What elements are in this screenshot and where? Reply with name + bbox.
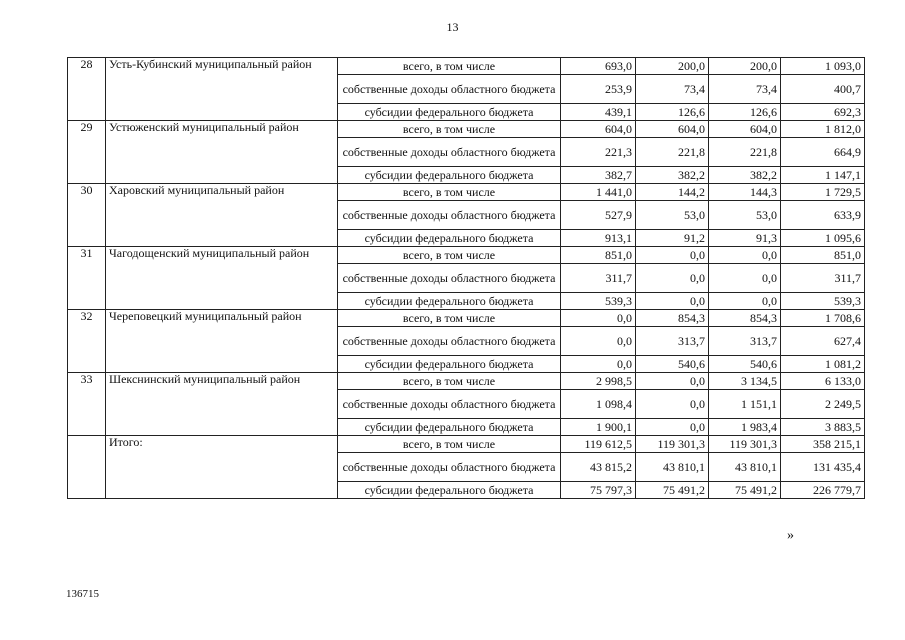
table-row <box>68 184 865 201</box>
value-cell: 253,9 <box>561 75 636 104</box>
value-cell: 144,2 <box>636 184 709 201</box>
value-cell: 539,3 <box>561 293 636 310</box>
value-cell: 53,0 <box>709 201 781 230</box>
funding-type: всего, в том числе <box>338 247 561 264</box>
value-cell: 851,0 <box>561 247 636 264</box>
value-cell: 527,9 <box>561 201 636 230</box>
funding-type: субсидии федерального бюджета <box>338 419 561 436</box>
value-cell: 358 215,1 <box>781 436 865 453</box>
document-code: 136715 <box>66 588 99 600</box>
value-cell: 400,7 <box>781 75 865 104</box>
funding-type: собственные доходы областного бюджета <box>338 453 561 482</box>
value-cell: 604,0 <box>709 121 781 138</box>
value-cell: 2 249,5 <box>781 390 865 419</box>
value-cell: 540,6 <box>636 356 709 373</box>
funding-type: собственные доходы областного бюджета <box>338 264 561 293</box>
value-cell: 131 435,4 <box>781 453 865 482</box>
row-number: 30 <box>68 184 106 247</box>
funding-type: субсидии федерального бюджета <box>338 104 561 121</box>
value-cell: 75 491,2 <box>709 482 781 499</box>
value-cell: 126,6 <box>636 104 709 121</box>
value-cell: 0,0 <box>709 293 781 310</box>
value-cell: 3 134,5 <box>709 373 781 390</box>
funding-type: субсидии федерального бюджета <box>338 293 561 310</box>
value-cell: 1 708,6 <box>781 310 865 327</box>
funding-type: всего, в том числе <box>338 121 561 138</box>
value-cell: 633,9 <box>781 201 865 230</box>
closing-quote: » <box>787 528 794 543</box>
district-name: Усть-Кубинский муниципальный район <box>106 58 338 121</box>
value-cell: 1 729,5 <box>781 184 865 201</box>
funding-type: всего, в том числе <box>338 184 561 201</box>
funding-type: всего, в том числе <box>338 436 561 453</box>
row-number: 33 <box>68 373 106 436</box>
value-cell: 73,4 <box>709 75 781 104</box>
funding-type: собственные доходы областного бюджета <box>338 75 561 104</box>
value-cell: 1 812,0 <box>781 121 865 138</box>
value-cell: 144,3 <box>709 184 781 201</box>
value-cell: 1 093,0 <box>781 58 865 75</box>
table-row <box>68 247 865 264</box>
funding-type: всего, в том числе <box>338 58 561 75</box>
row-number: 32 <box>68 310 106 373</box>
value-cell: 200,0 <box>636 58 709 75</box>
value-cell: 1 441,0 <box>561 184 636 201</box>
table-row <box>68 436 865 453</box>
district-name: Итого: <box>106 436 338 499</box>
value-cell: 0,0 <box>636 373 709 390</box>
value-cell: 1 151,1 <box>709 390 781 419</box>
value-cell: 0,0 <box>636 390 709 419</box>
value-cell: 0,0 <box>561 356 636 373</box>
value-cell: 692,3 <box>781 104 865 121</box>
value-cell: 43 815,2 <box>561 453 636 482</box>
value-cell: 0,0 <box>561 327 636 356</box>
district-name: Шекснинский муниципальный район <box>106 373 338 436</box>
value-cell: 693,0 <box>561 58 636 75</box>
table-body <box>68 58 865 499</box>
value-cell: 627,4 <box>781 327 865 356</box>
value-cell: 221,8 <box>636 138 709 167</box>
value-cell: 311,7 <box>561 264 636 293</box>
district-name: Чагодощенский муниципальный район <box>106 247 338 310</box>
value-cell: 604,0 <box>561 121 636 138</box>
value-cell: 540,6 <box>709 356 781 373</box>
value-cell: 439,1 <box>561 104 636 121</box>
table-row <box>68 121 865 138</box>
value-cell: 851,0 <box>781 247 865 264</box>
value-cell: 221,3 <box>561 138 636 167</box>
district-name: Харовский муниципальный район <box>106 184 338 247</box>
budget-table <box>67 57 865 499</box>
value-cell: 1 147,1 <box>781 167 865 184</box>
value-cell: 311,7 <box>781 264 865 293</box>
value-cell: 73,4 <box>636 75 709 104</box>
value-cell: 0,0 <box>636 419 709 436</box>
value-cell: 854,3 <box>636 310 709 327</box>
value-cell: 1 081,2 <box>781 356 865 373</box>
funding-type: собственные доходы областного бюджета <box>338 327 561 356</box>
value-cell: 0,0 <box>561 310 636 327</box>
district-name: Череповецкий муниципальный район <box>106 310 338 373</box>
value-cell: 3 883,5 <box>781 419 865 436</box>
value-cell: 126,6 <box>709 104 781 121</box>
value-cell: 43 810,1 <box>709 453 781 482</box>
value-cell: 75 797,3 <box>561 482 636 499</box>
funding-type: собственные доходы областного бюджета <box>338 390 561 419</box>
value-cell: 382,2 <box>636 167 709 184</box>
funding-type: собственные доходы областного бюджета <box>338 138 561 167</box>
value-cell: 119 301,3 <box>709 436 781 453</box>
value-cell: 0,0 <box>636 264 709 293</box>
page-number: 13 <box>446 20 459 34</box>
funding-type: субсидии федерального бюджета <box>338 482 561 499</box>
funding-type: всего, в том числе <box>338 310 561 327</box>
value-cell: 91,3 <box>709 230 781 247</box>
value-cell: 53,0 <box>636 201 709 230</box>
value-cell: 226 779,7 <box>781 482 865 499</box>
value-cell: 0,0 <box>636 247 709 264</box>
value-cell: 913,1 <box>561 230 636 247</box>
value-cell: 43 810,1 <box>636 453 709 482</box>
row-number: 29 <box>68 121 106 184</box>
value-cell: 2 998,5 <box>561 373 636 390</box>
funding-type: всего, в том числе <box>338 373 561 390</box>
value-cell: 0,0 <box>709 247 781 264</box>
funding-type: собственные доходы областного бюджета <box>338 201 561 230</box>
value-cell: 1 983,4 <box>709 419 781 436</box>
value-cell: 664,9 <box>781 138 865 167</box>
value-cell: 75 491,2 <box>636 482 709 499</box>
funding-type: субсидии федерального бюджета <box>338 167 561 184</box>
value-cell: 854,3 <box>709 310 781 327</box>
value-cell: 0,0 <box>709 264 781 293</box>
value-cell: 539,3 <box>781 293 865 310</box>
value-cell: 221,8 <box>709 138 781 167</box>
table-row <box>68 310 865 327</box>
district-name: Устюженский муниципальный район <box>106 121 338 184</box>
value-cell: 1 900,1 <box>561 419 636 436</box>
value-cell: 1 098,4 <box>561 390 636 419</box>
value-cell: 6 133,0 <box>781 373 865 390</box>
value-cell: 382,2 <box>709 167 781 184</box>
row-number: 31 <box>68 247 106 310</box>
table-row <box>68 373 865 390</box>
funding-type: субсидии федерального бюджета <box>338 356 561 373</box>
value-cell: 382,7 <box>561 167 636 184</box>
row-number: 28 <box>68 58 106 121</box>
value-cell: 119 301,3 <box>636 436 709 453</box>
value-cell: 0,0 <box>636 293 709 310</box>
funding-type: субсидии федерального бюджета <box>338 230 561 247</box>
table-row <box>68 58 865 75</box>
value-cell: 91,2 <box>636 230 709 247</box>
value-cell: 200,0 <box>709 58 781 75</box>
value-cell: 313,7 <box>636 327 709 356</box>
value-cell: 313,7 <box>709 327 781 356</box>
value-cell: 604,0 <box>636 121 709 138</box>
value-cell: 119 612,5 <box>561 436 636 453</box>
row-number <box>68 436 106 499</box>
value-cell: 1 095,6 <box>781 230 865 247</box>
